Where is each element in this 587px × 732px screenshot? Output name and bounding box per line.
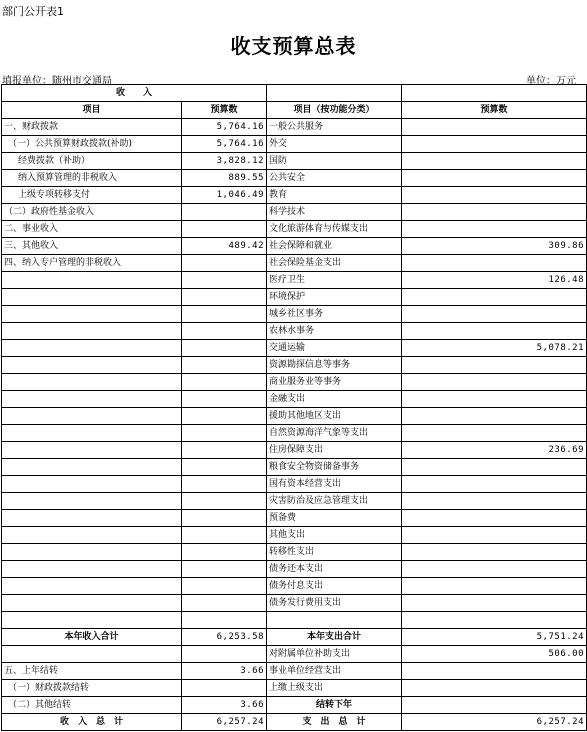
income-item-label — [2, 459, 182, 476]
carry-fiscal-label: （一）财政拨款结转 — [2, 680, 182, 697]
table-row — [2, 493, 587, 510]
expense-item-label: 国防 — [267, 153, 402, 170]
col-header-item-right: 项目（按功能分类） — [267, 102, 402, 119]
income-item-value — [182, 425, 267, 442]
expense-item-value: 126.48 — [402, 272, 587, 289]
expense-item-label: 城乡社区事务 — [267, 306, 402, 323]
expense-item-label: 科学技术 — [267, 204, 402, 221]
expense-item-label: 住房保障支出 — [267, 442, 402, 459]
expense-item-label: 金融支出 — [267, 391, 402, 408]
table-row — [2, 289, 587, 306]
expense-item-value — [402, 391, 587, 408]
income-item-value — [182, 561, 267, 578]
carry-over-label: 五、上年结转 — [2, 663, 182, 680]
expense-item-value — [402, 527, 587, 544]
carry-other-label: （二）其他结转 — [2, 697, 182, 714]
table-row — [2, 442, 587, 459]
income-item-value — [182, 544, 267, 561]
table-row — [2, 459, 587, 476]
income-item-value — [182, 340, 267, 357]
expense-item-label: 灾害防治及应急管理支出 — [267, 493, 402, 510]
income-item-value — [182, 323, 267, 340]
table-row — [2, 510, 587, 527]
table-row — [2, 697, 587, 714]
expense-item-value — [402, 323, 587, 340]
table-header-group — [2, 85, 587, 102]
income-item-value — [182, 578, 267, 595]
table-row — [2, 544, 587, 561]
income-item-label — [2, 272, 182, 289]
table-row — [2, 255, 587, 272]
expense-item-value — [402, 425, 587, 442]
expense-item-value — [402, 170, 587, 187]
expense-item-value — [402, 119, 587, 136]
next-year-label: 结转下年 — [267, 697, 402, 714]
expense-item-value — [402, 561, 587, 578]
income-total-label: 本年收入合计 — [2, 629, 182, 646]
table-row — [2, 374, 587, 391]
annual-total-row — [2, 629, 587, 646]
income-item-value — [182, 527, 267, 544]
table-row — [2, 646, 587, 663]
expense-item-label: 公共安全 — [267, 170, 402, 187]
expense-item-label: 社会保险基金支出 — [267, 255, 402, 272]
page-title: 收支预算总表 — [230, 34, 357, 58]
table-row — [2, 391, 587, 408]
income-item-label — [2, 442, 182, 459]
income-item-label: 二、事业收入 — [2, 221, 182, 238]
reporting-unit: 填报单位：随州市交通局 — [2, 76, 112, 87]
expense-item-value: 236.69 — [402, 442, 587, 459]
expense-item-label: 教育 — [267, 187, 402, 204]
table-row — [2, 357, 587, 374]
income-item-value: 1,046.49 — [182, 187, 267, 204]
expense-item-label: 其他支出 — [267, 527, 402, 544]
income-item-value — [182, 595, 267, 612]
expense-item-label: 医疗卫生 — [267, 272, 402, 289]
expense-item-value — [402, 493, 587, 510]
income-item-label — [2, 340, 182, 357]
income-item-label — [2, 527, 182, 544]
expense-item-value — [402, 187, 587, 204]
table-row — [2, 425, 587, 442]
subsidy-label: 对附属单位补助支出 — [267, 646, 402, 663]
income-item-value — [182, 306, 267, 323]
table-row — [2, 408, 587, 425]
income-item-label — [2, 493, 182, 510]
table-row — [2, 119, 587, 136]
expense-item-label: 国有资本经营支出 — [267, 476, 402, 493]
expense-item-label: 转移性支出 — [267, 544, 402, 561]
expense-item-label: 粮食安全物资储备事务 — [267, 459, 402, 476]
expense-item-label: 文化旅游体育与传媒支出 — [267, 221, 402, 238]
income-item-label — [2, 510, 182, 527]
expense-item-value — [402, 544, 587, 561]
business-operation-label: 事业单位经营支出 — [267, 663, 402, 680]
income-item-label — [2, 323, 182, 340]
expense-item-value — [402, 459, 587, 476]
table-row — [2, 561, 587, 578]
expense-item-label: 环境保护 — [267, 289, 402, 306]
income-item-label — [2, 578, 182, 595]
expense-item-label: 债务还本支出 — [267, 561, 402, 578]
table-row — [2, 323, 587, 340]
income-item-label — [2, 595, 182, 612]
income-item-label: （二）政府性基金收入 — [2, 204, 182, 221]
expense-item-label: 商业服务业等事务 — [267, 374, 402, 391]
expense-item-value — [402, 408, 587, 425]
table-row — [2, 187, 587, 204]
expense-item-value — [402, 306, 587, 323]
income-item-value — [182, 221, 267, 238]
income-item-label: 三、其他收入 — [2, 238, 182, 255]
income-item-value — [182, 255, 267, 272]
expense-item-label: 资源勘探信息等事务 — [267, 357, 402, 374]
income-item-label — [2, 408, 182, 425]
table-row — [2, 170, 587, 187]
expense-item-value — [402, 255, 587, 272]
income-item-label: 经费拨款（补助） — [2, 153, 182, 170]
expense-item-value — [402, 510, 587, 527]
expense-total-label: 本年支出合计 — [267, 629, 402, 646]
table-header-row — [2, 102, 587, 119]
table-row — [2, 663, 587, 680]
expense-item-label: 社会保障和就业 — [267, 238, 402, 255]
expense-item-value — [402, 221, 587, 238]
income-item-label — [2, 357, 182, 374]
expense-item-label: 债务发行费用支出 — [267, 595, 402, 612]
income-item-value: 489.42 — [182, 238, 267, 255]
upper-payment-label: 上缴上级支出 — [267, 680, 402, 697]
income-item-label: （一）公共预算财政拨款(补助) — [2, 136, 182, 153]
table-row — [2, 221, 587, 238]
table-row — [2, 595, 587, 612]
subsidy-value: 506.00 — [402, 646, 587, 663]
expense-item-value: 309.86 — [402, 238, 587, 255]
expense-item-value — [402, 153, 587, 170]
income-item-value — [182, 374, 267, 391]
expense-item-value — [402, 476, 587, 493]
budget-table — [1, 84, 587, 731]
table-row — [2, 238, 587, 255]
income-item-label — [2, 391, 182, 408]
income-item-label — [2, 306, 182, 323]
table-row — [2, 680, 587, 697]
income-item-label — [2, 374, 182, 391]
income-item-label: 一、财政拨款 — [2, 119, 182, 136]
grand-income-label: 收 入 总 计 — [2, 714, 182, 731]
income-item-value — [182, 442, 267, 459]
expense-item-label: 预备费 — [267, 510, 402, 527]
income-item-value — [182, 459, 267, 476]
expense-item-value — [402, 289, 587, 306]
document-code-label: 部门公开表1 — [2, 5, 64, 18]
table-row — [2, 136, 587, 153]
expense-item-value — [402, 136, 587, 153]
expense-item-value — [402, 595, 587, 612]
income-item-value: 5,764.16 — [182, 136, 267, 153]
income-item-label — [2, 476, 182, 493]
expense-item-label: 援助其他地区支出 — [267, 408, 402, 425]
grand-expense-value: 6,257.24 — [402, 714, 587, 731]
income-header: 收 入 — [2, 85, 267, 102]
income-item-value: 3,828.12 — [182, 153, 267, 170]
expense-item-value — [402, 578, 587, 595]
carry-other-value: 3.66 — [182, 697, 267, 714]
table-row — [2, 476, 587, 493]
expense-item-value — [402, 357, 587, 374]
grand-income-value: 6,257.24 — [182, 714, 267, 731]
income-item-label — [2, 544, 182, 561]
income-item-value — [182, 493, 267, 510]
expense-item-label: 交通运输 — [267, 340, 402, 357]
income-item-value — [182, 272, 267, 289]
col-header-budget-left: 预算数 — [182, 102, 267, 119]
table-row — [2, 153, 587, 170]
table-row — [2, 578, 587, 595]
income-item-value — [182, 391, 267, 408]
expense-item-value — [402, 374, 587, 391]
income-total-value: 6,253.58 — [182, 629, 267, 646]
table-row — [2, 272, 587, 289]
grand-expense-label: 支 出 总 计 — [267, 714, 402, 731]
table-row — [2, 527, 587, 544]
expense-item-label: 农林水事务 — [267, 323, 402, 340]
col-header-budget-right: 预算数 — [402, 102, 587, 119]
income-item-label: 上级专项转移支付 — [2, 187, 182, 204]
carry-over-value: 3.66 — [182, 663, 267, 680]
income-item-label — [2, 425, 182, 442]
income-item-value — [182, 408, 267, 425]
expense-item-label: 一般公共服务 — [267, 119, 402, 136]
expense-item-value: 5,078.21 — [402, 340, 587, 357]
col-header-item-left: 项目 — [2, 102, 182, 119]
expense-item-label: 自然资源海洋气象等支出 — [267, 425, 402, 442]
income-item-label — [2, 561, 182, 578]
expense-total-value: 5,751.24 — [402, 629, 587, 646]
income-item-value — [182, 289, 267, 306]
income-item-value — [182, 476, 267, 493]
expense-item-label: 债务付息支出 — [267, 578, 402, 595]
income-item-value — [182, 510, 267, 527]
income-item-label: 四、纳入专户管理的非税收入 — [2, 255, 182, 272]
income-item-value: 889.55 — [182, 170, 267, 187]
income-item-label — [2, 289, 182, 306]
grand-total-row — [2, 714, 587, 731]
income-item-label: 纳入预算管理的非税收入 — [2, 170, 182, 187]
table-row — [2, 340, 587, 357]
income-item-value: 5,764.16 — [182, 119, 267, 136]
currency-unit: 单位：万元 — [526, 76, 576, 87]
table-row — [2, 204, 587, 221]
expense-item-label: 外交 — [267, 136, 402, 153]
income-item-value — [182, 204, 267, 221]
expense-item-value — [402, 204, 587, 221]
table-row — [2, 306, 587, 323]
income-item-value — [182, 357, 267, 374]
spacer-row — [2, 612, 587, 629]
